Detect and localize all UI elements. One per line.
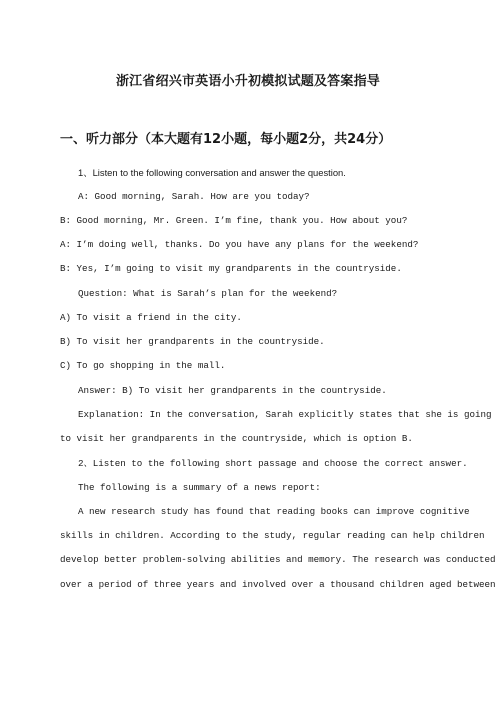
option-c: C) To go shopping in the mall.: [60, 360, 226, 371]
dialogue-line: A: Good morning, Sarah. How are you today?: [78, 191, 310, 202]
question-1-prompt: 1、Listen to the following conversation and answer the question.: [78, 167, 346, 178]
explanation-text: Explanation: In the conversation, Sarah explicitly states that she is going: [78, 409, 492, 420]
passage-line: develop better problem-solving abilities and memory. The research was conducted: [60, 554, 496, 565]
passage-line: A new research study has found that reading books can improve cognitive: [78, 506, 470, 517]
dialogue-line: B: Yes, I’m going to visit my grandparents in the countryside.: [60, 263, 402, 274]
dialogue-line: B: Good morning, Mr. Green. I’m fine, thank you. How about you?: [60, 215, 408, 226]
answer-text: Answer: B) To visit her grandparents in the countryside.: [78, 385, 387, 396]
question-text: Question: What is Sarah’s plan for the weekend?: [78, 288, 338, 299]
option-a: A) To visit a friend in the city.: [60, 312, 242, 323]
passage-intro: The following is a summary of a news report:: [78, 482, 321, 493]
section-heading-listening: 一、听力部分（本大题有12小题，每小题2分，共24分）: [60, 132, 392, 147]
document-title: 浙江省绍兴市英语小升初模拟试题及答案指导: [115, 74, 380, 89]
dialogue-line: A: I’m doing well, thanks. Do you have any plans for the weekend?: [60, 239, 419, 250]
passage-line: skills in children. According to the study, regular reading can help children: [60, 530, 485, 541]
passage-line: over a period of three years and involved over a thousand children aged between: [60, 579, 496, 590]
question-2-prompt: 2、Listen to the following short passage and choose the correct answer.: [78, 458, 468, 469]
option-b: B) To visit her grandparents in the countryside.: [60, 336, 325, 347]
explanation-text-cont: to visit her grandparents in the countryside, which is option B.: [60, 433, 413, 444]
